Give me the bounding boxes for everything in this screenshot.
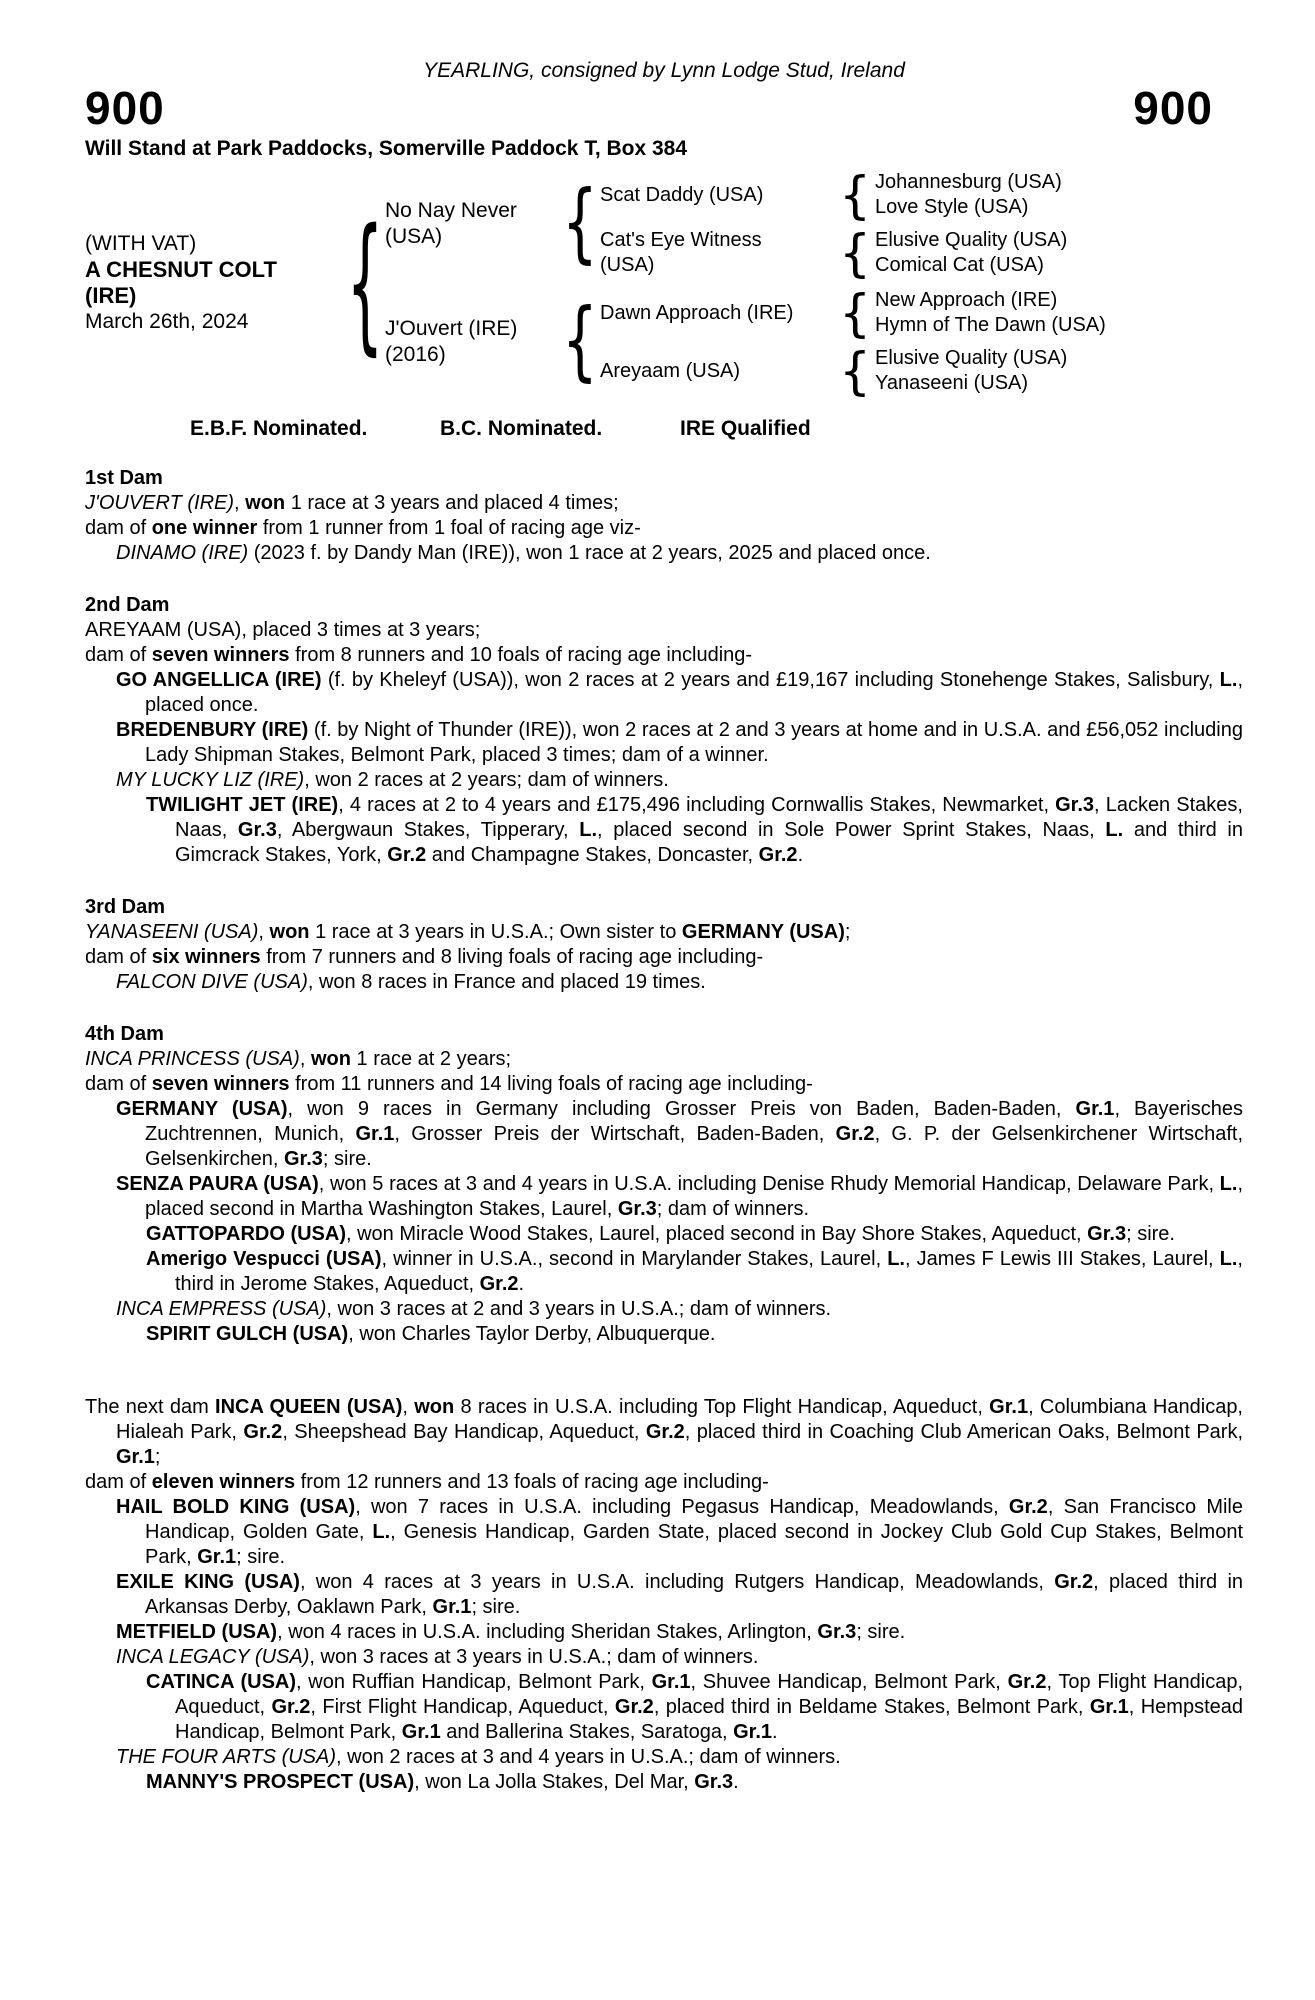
foal-date: March 26th, 2024: [85, 310, 249, 333]
pedigree-paragraph: HAIL BOLD KING (USA), won 7 races in U.S.A. including Pegasus Handicap, Meadowlands, Gr.2, San Francisco Mile Handicap, Golden Gate, L., Genesis Handicap, Garden State, placed second in Jockey Club Gold Cup Stakes, Belmont Park, Gr.1; sire.: [116, 1496, 1243, 1568]
pedigree-paragraph: SPIRIT GULCH (USA), won Charles Taylor Derby, Albuquerque.: [146, 1323, 716, 1345]
pedigree-paragraph: SENZA PAURA (USA), won 5 races at 3 and 4 years in U.S.A. including Denise Rhudy Memorial Handicap, Delaware Park, L., placed second in Martha Washington Stakes, Laurel, Gr.3; dam of winners.: [116, 1173, 1243, 1220]
pedigree-paragraph: Amerigo Vespucci (USA), winner in U.S.A., second in Marylander Stakes, Laurel, L., James F Lewis III Stakes, Laurel, L., third in Jerome Stakes, Aqueduct, Gr.2.: [146, 1248, 1243, 1295]
stand-location-line: Will Stand at Park Paddocks, Somerville Paddock T, Box 384: [85, 137, 688, 160]
pedigree-paragraph: The next dam INCA QUEEN (USA), won 8 races in U.S.A. including Top Flight Handicap, Aqueduct, Gr.1, Columbiana Handicap, Hialeah Park, Gr.2, Sheepshead Bay Handicap, Aqueduct, Gr.2, placed third in Coaching Club American Oaks, Belmont Park, Gr.1;: [85, 1396, 1243, 1468]
vat-note: (WITH VAT): [85, 232, 197, 255]
great-grandparent-name: Elusive Quality (USA): [875, 229, 1068, 251]
pedigree-paragraph: GERMANY (USA), won 9 races in Germany including Grosser Preis von Baden, Baden-Baden, Gr.1, Bayerisches Zuchtrennen, Munich, Gr.1, Grosser Preis der Wirtschaft, Baden-Baden, Gr.2, G. P. der Gelsenkirchener Wirtschaft, Gelsenkirchen, Gr.3; sire.: [116, 1098, 1243, 1170]
lot-number-left: 900: [85, 82, 165, 134]
pedigree-paragraph: MANNY'S PROSPECT (USA), won La Jolla Stakes, Del Mar, Gr.3.: [146, 1771, 739, 1793]
great-grandparent-name: Hymn of The Dawn (USA): [875, 314, 1106, 336]
damsire-name: Dawn Approach (IRE): [600, 301, 794, 324]
granddam-name: Cat's Eye Witness (USA): [600, 229, 762, 276]
subject-name-line1: A CHESNUT COLT: [85, 257, 277, 282]
pedigree-table: [85, 165, 1243, 401]
subject-name-line2: (IRE): [85, 283, 137, 308]
great-grandparent-name: New Approach (IRE): [875, 289, 1058, 311]
damsire-unit: [600, 283, 1243, 343]
pedigree-paragraph: METFIELD (USA), won 4 races in U.S.A. including Sheridan Stakes, Arlington, Gr.3; sire.: [116, 1621, 906, 1643]
pedigree-paragraph: CATINCA (USA), won Ruffian Handicap, Belmont Park, Gr.1, Shuvee Handicap, Belmont Park, Gr.2, Top Flight Handicap, Aqueduct, Gr.2, First Flight Handicap, Aqueduct, Gr.2, placed third in Beldame Stakes, Belmont Park, Gr.1, Hempstead Handicap, Belmont Park, Gr.1 and Ballerina Stakes, Saratoga, Gr.1.: [146, 1671, 1244, 1743]
pedigree-paragraph: DINAMO (IRE) (2023 f. by Dandy Man (IRE)), won 1 race at 2 years, 2025 and placed once.: [116, 542, 931, 564]
dam-section: [85, 895, 1243, 995]
pedigree-paragraph: YANASEENI (USA), won 1 race at 3 years in U.S.A.; Own sister to GERMANY (USA);: [85, 921, 851, 943]
subject-block: [85, 231, 345, 335]
pedigree-paragraph: INCA EMPRESS (USA), won 3 races at 2 and 3 years in U.S.A.; dam of winners.: [116, 1298, 832, 1320]
granddam-unit: [600, 223, 1243, 283]
pedigree-generations: [385, 165, 1243, 401]
pedigree-paragraph: dam of seven winners from 8 runners and 10 foals of racing age including-: [85, 644, 753, 666]
sire-half: [385, 165, 1243, 283]
pedigree-paragraph: FALCON DIVE (USA), won 8 races in France and placed 19 times.: [116, 971, 706, 993]
great-grandparent-name: Johannesburg (USA): [875, 171, 1062, 193]
great-grandparent-name: Comical Cat (USA): [875, 254, 1044, 276]
great-grandparent-name: Love Style (USA): [875, 196, 1029, 218]
pedigree-paragraph: MY LUCKY LIZ (IRE), won 2 races at 2 years; dam of winners.: [116, 769, 669, 791]
pedigree-paragraph: TWILIGHT JET (IRE), 4 races at 2 to 4 years and £175,496 including Cornwallis Stakes, Newmarket, Gr.3, Lacken Stakes, Naas, Gr.3, Abergwaun Stakes, Tipperary, L., placed second in Sole Power Sprint Stakes, Naas, L. and third in Gimcrack Stakes, York, Gr.2 and Champagne Stakes, Doncaster, Gr.2.: [146, 794, 1243, 866]
pedigree-paragraph: INCA LEGACY (USA), won 3 races at 3 years in U.S.A.; dam of winners.: [116, 1646, 759, 1668]
pedigree-paragraph: GO ANGELLICA (IRE) (f. by Kheleyf (USA)), won 2 races at 2 years and £19,167 including Stonehenge Stakes, Salisbury, L., placed once.: [116, 669, 1243, 716]
dam-section: [85, 593, 1243, 868]
lot-number-right: 900: [1133, 82, 1213, 134]
catalog-sections: [85, 466, 1243, 1795]
second-dam-unit: [600, 341, 1243, 401]
bc-nominated-label: B.C. Nominated.: [440, 417, 603, 440]
pedigree-brace-icon: {: [839, 165, 871, 225]
pedigree-paragraph: AREYAAM (USA), placed 3 times at 3 years;: [85, 619, 481, 641]
pedigree-brace-icon: {: [839, 283, 871, 343]
pedigree-brace-icon: {: [562, 172, 598, 274]
great-grandparent-name: Elusive Quality (USA): [875, 347, 1068, 369]
dam-section: [85, 1022, 1243, 1347]
dam-section: [85, 466, 1243, 566]
second-dam-name: Areyaam (USA): [600, 359, 741, 382]
pedigree-paragraph: EXILE KING (USA), won 4 races at 3 years in U.S.A. including Rutgers Handicap, Meadowlands, Gr.2, placed third in Arkansas Derby, Oaklawn Park, Gr.1; sire.: [116, 1571, 1244, 1618]
consignor-line: YEARLING, consigned by Lynn Lodge Stud, Ireland: [423, 59, 905, 82]
pedigree-paragraph: dam of six winners from 7 runners and 8 living foals of racing age including-: [85, 946, 764, 968]
pedigree-paragraph: INCA PRINCESS (USA), won 1 race at 2 years;: [85, 1048, 512, 1070]
pedigree-paragraph: J'OUVERT (IRE), won 1 race at 3 years and placed 4 times;: [85, 492, 619, 514]
ire-qualified-label: IRE Qualified: [680, 417, 811, 440]
sire-name: No Nay Never (USA): [385, 199, 517, 248]
pedigree-paragraph: dam of one winner from 1 runner from 1 foal of racing age viz-: [85, 517, 641, 539]
dam-heading: 3rd Dam: [85, 896, 166, 918]
dam-name: J'Ouvert (IRE) (2016): [385, 317, 518, 366]
dam-half: [385, 283, 1243, 401]
pedigree-brace-icon: {: [346, 196, 384, 370]
ebf-nominated-label: E.B.F. Nominated.: [190, 417, 368, 440]
pedigree-paragraph: dam of eleven winners from 12 runners and 13 foals of racing age including-: [85, 1471, 769, 1493]
grandsire-unit: [600, 165, 1243, 225]
pedigree-paragraph: dam of seven winners from 11 runners and 14 living foals of racing age including-: [85, 1073, 813, 1095]
great-grandparent-name: Yanaseeni (USA): [875, 372, 1029, 394]
pedigree-brace-icon: {: [839, 223, 871, 283]
pedigree-brace-icon: {: [839, 341, 871, 401]
pedigree-paragraph: GATTOPARDO (USA), won Miracle Wood Stakes, Laurel, placed second in Bay Shore Stakes, Aqueduct, Gr.3; sire.: [146, 1223, 1175, 1245]
nominations-row: [85, 416, 1243, 442]
dam-heading: 2nd Dam: [85, 594, 170, 616]
pedigree-paragraph: BREDENBURY (IRE) (f. by Night of Thunder (IRE)), won 2 races at 2 and 3 years at home and in U.S.A. and £56,052 including Lady Shipman Stakes, Belmont Park, placed 3 times; dam of a winner.: [116, 719, 1243, 766]
pedigree-paragraph: THE FOUR ARTS (USA), won 2 races at 3 and 4 years in U.S.A.; dam of winners.: [116, 1746, 841, 1768]
grandsire-name: Scat Daddy (USA): [600, 183, 764, 206]
lot-number-row: [85, 82, 1243, 134]
dam-section: [85, 1395, 1243, 1795]
dam-heading: 1st Dam: [85, 467, 163, 489]
pedigree-brace-icon: {: [562, 290, 598, 392]
dam-heading: 4th Dam: [85, 1023, 164, 1045]
